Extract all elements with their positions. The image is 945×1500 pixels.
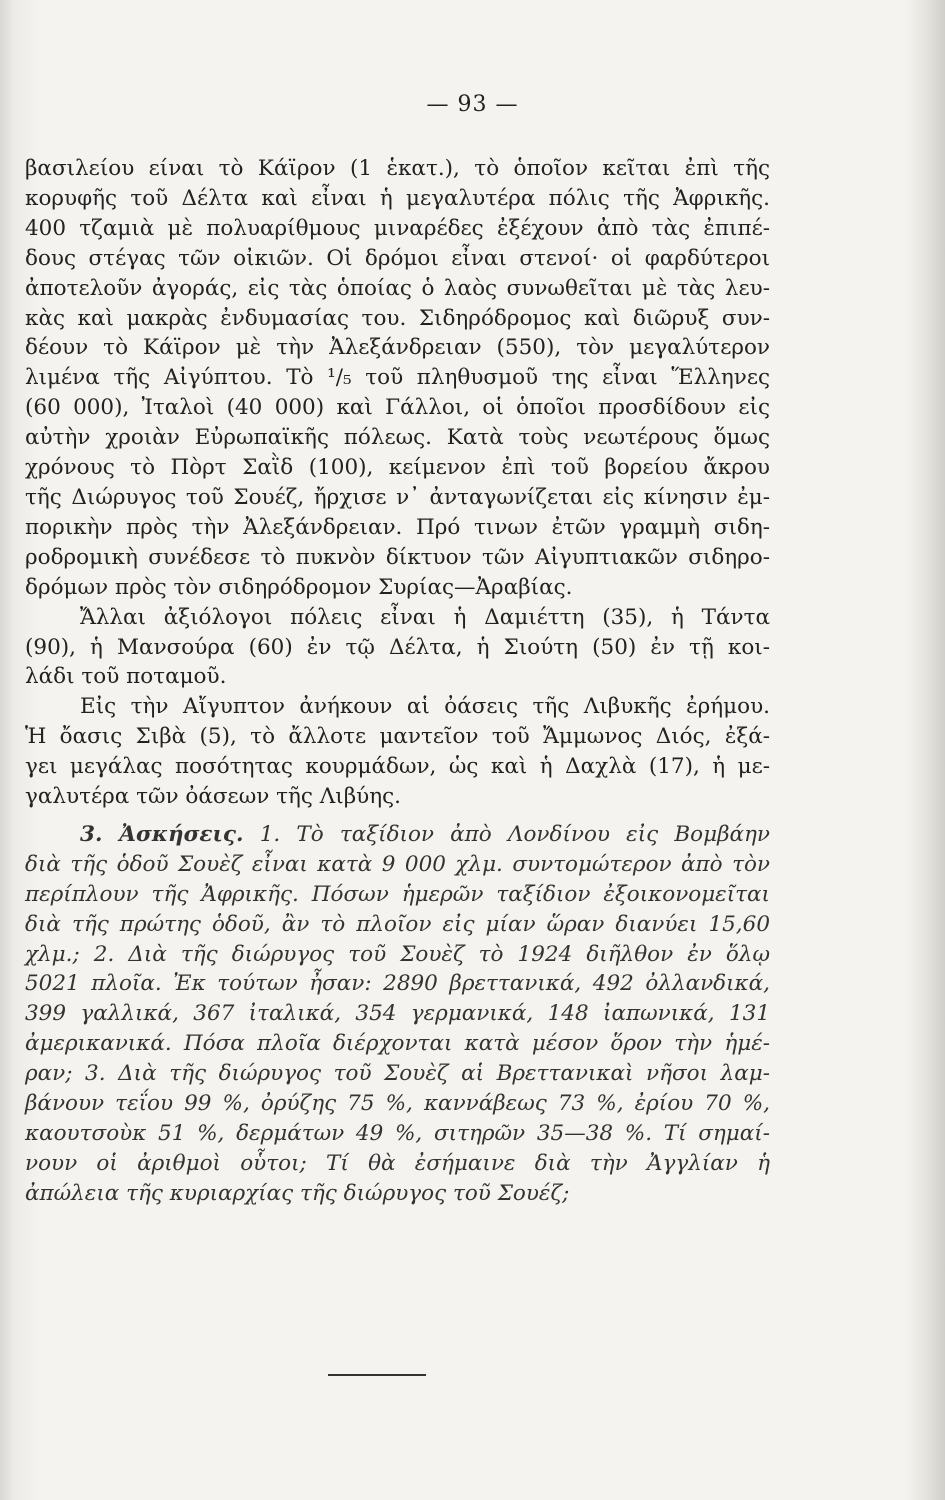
text-line: λάδι τοῦ ποταμοῦ. [25, 664, 227, 690]
exercises-heading: 3. Ἀσκήσεις. [80, 821, 244, 847]
exercise-line: περίπλουν τῆς Ἀφρικῆς. Πόσων ἡμερῶν ταξίδιον ἐξοικονομεῖται [25, 881, 770, 907]
exercises-first-line-text: 1. Τὸ ταξίδιον ἀπὸ Λονδίνου εἰς Βομβάην [259, 821, 770, 847]
exercise-line: διὰ τῆς ὁδοῦ Σουὲζ εἶναι κατὰ 9 000 χλμ. συντομώτερον ἀπὸ τὸν [25, 851, 770, 877]
paragraph-oases [25, 692, 770, 812]
text-line: δρόμων πρὸς τὸν σιδηρόδρομον Συρίας—Ἀραβίας. [25, 574, 573, 600]
text-line: κὰς καὶ μακρὰς ἐνδυμασίας του. Σιδηρόδρομος καὶ διῶρυξ συν- [25, 305, 770, 331]
exercises-section [25, 820, 770, 1209]
text-line: κορυφῆς τοῦ Δέλτα καὶ εἶναι ἡ μεγαλυτέρα πόλις τῆς Ἀφρικῆς. [25, 185, 770, 211]
exercise-line: διὰ τῆς πρώτης ὁδοῦ, ἂν τὸ πλοῖον εἰς μίαν ὥραν διανύει 15,60 [25, 911, 770, 937]
text-line: δους στέγας τῶν οἰκιῶν. Οἱ δρόμοι εἶναι στενοί· οἱ φαρδύτεροι [25, 245, 770, 271]
exercise-line: 399 γαλλικά, 367 ἰταλικά, 354 γερμανικά, 148 ἰαπωνικά, 131 [25, 1001, 770, 1027]
exercise-line: καουτσοὺκ 51 %, δερμάτων 49 %, σιτηρῶν 35—38 %. Τί σημαί- [25, 1121, 770, 1146]
end-rule [328, 1374, 426, 1376]
paragraph-cairo [25, 154, 770, 603]
page-text [25, 154, 770, 1209]
exercise-line: ἀμερικανικά. Πόσα πλοῖα διέρχονται κατὰ μέσον ὅρον τὴν ἡμέ- [25, 1031, 770, 1057]
text-line: ροδρομικὴ συνέδεσε τὸ πυκνὸν δίκτυον τῶν Αἰγυπτιακῶν σιδηρο- [25, 544, 770, 570]
text-line: (60 000), Ἰταλοὶ (40 000) καὶ Γάλλοι, οἱ ὁποῖοι προσδίδουν εἰς [25, 395, 770, 421]
text-line: λιμένα τῆς Αἰγύπτου. Τὸ ¹/₅ τοῦ πληθυσμοῦ της εἶναι Ἕλληνες [25, 365, 770, 391]
paragraph-other-cities [25, 603, 770, 693]
text-line: πορικὴν πρὸς τὴν Ἀλεξάνδρειαν. Πρό τινων ἐτῶν γραμμὴ σιδη- [25, 514, 770, 540]
text-line: Ἡ ὄασις Σιβὰ (5), τὸ ἄλλοτε μαντεῖον τοῦ Ἄμμωνος Διός, ἐξά- [25, 724, 770, 750]
exercise-line: ραν; 3. Διὰ τῆς διώρυγος τοῦ Σουὲζ αἱ Βρεττανικαὶ νῆσοι λαμ- [25, 1061, 770, 1087]
exercise-line: ἀπώλεια τῆς κυριαρχίας τῆς διώρυγος τοῦ Σουέζ; [25, 1180, 570, 1206]
text-line: 400 τζαμιὰ μὲ πολυαρίθμους μιναρέδες ἐξέχουν ἀπὸ τὰς ἐπιπέ- [25, 215, 770, 241]
exercises-first-line [25, 820, 770, 850]
text-line: χρόνους τὸ Πὸρτ Σαῒδ (100), κείμενον ἐπὶ τοῦ βορείου ἄκρου [25, 455, 770, 481]
text-line: ἀποτελοῦν ἀγοράς, εἰς τὰς ὁποίας ὁ λαὸς συνωθεῖται μὲ τὰς λευ- [25, 275, 770, 301]
text-line: γαλυτέρα τῶν ὀάσεων τῆς Λιβύης. [25, 784, 401, 810]
text-line: αὐτὴν χροιὰν Εὐρωπαϊκῆς πόλεως. Κατὰ τοὺς νεωτέρους ὅμως [25, 425, 770, 451]
text-line: τῆς Διώρυγος τοῦ Σουέζ, ἤρχισε ν᾽ ἀνταγωνίζεται εἰς κίνησιν ἐμ- [25, 484, 770, 510]
exercise-line: χλμ.; 2. Διὰ τῆς διώρυγος τοῦ Σουὲζ τὸ 1924 διῆλθον ἐν ὅλῳ [25, 941, 770, 967]
exercise-line: νουν οἱ ἀριθμοὶ οὗτοι; Τί θὰ ἐσήμαινε διὰ τὴν Ἀγγλίαν ἡ [25, 1150, 770, 1176]
text-line: Εἰς τὴν Αἴγυπτον ἀνήκουν αἱ ὀάσεις τῆς Λιβυκῆς ἐρήμου. [80, 694, 770, 720]
page-number: — 93 — [426, 92, 519, 117]
exercise-line: βάνουν τεΐου 99 %, ὀρύζης 75 %, καννάβεως 73 %, ἐρίου 70 %, [25, 1091, 770, 1117]
text-line: γει μεγάλας ποσότητας κουρμάδων, ὡς καὶ ἡ Δαχλὰ (17), ἡ με- [25, 754, 770, 780]
text-line: Ἄλλαι ἀξιόλογοι πόλεις εἶναι ἡ Δαμιέττη (35), ἡ Τάντα [80, 604, 770, 630]
text-line: βασιλείου είναι τὸ Κάϊρον (1 ἑκατ.), τὸ ὁποῖον κεῖται ἐπὶ τῆς [25, 156, 770, 181]
paragraph-gap [25, 812, 770, 820]
text-line: (90), ἡ Μανσούρα (60) ἐν τῷ Δέλτα, ἡ Σιούτη (50) ἐν τῇ κοι- [25, 634, 770, 660]
exercise-line: 5021 πλοῖα. Ἐκ τούτων ἦσαν: 2890 βρεττανικά, 492 ὀλλανδικά, [25, 971, 770, 997]
text-line: δέουν τὸ Κάϊρον μὲ τὴν Ἀλεξάνδρειαν (550), τὸν μεγαλύτερον [25, 335, 770, 361]
